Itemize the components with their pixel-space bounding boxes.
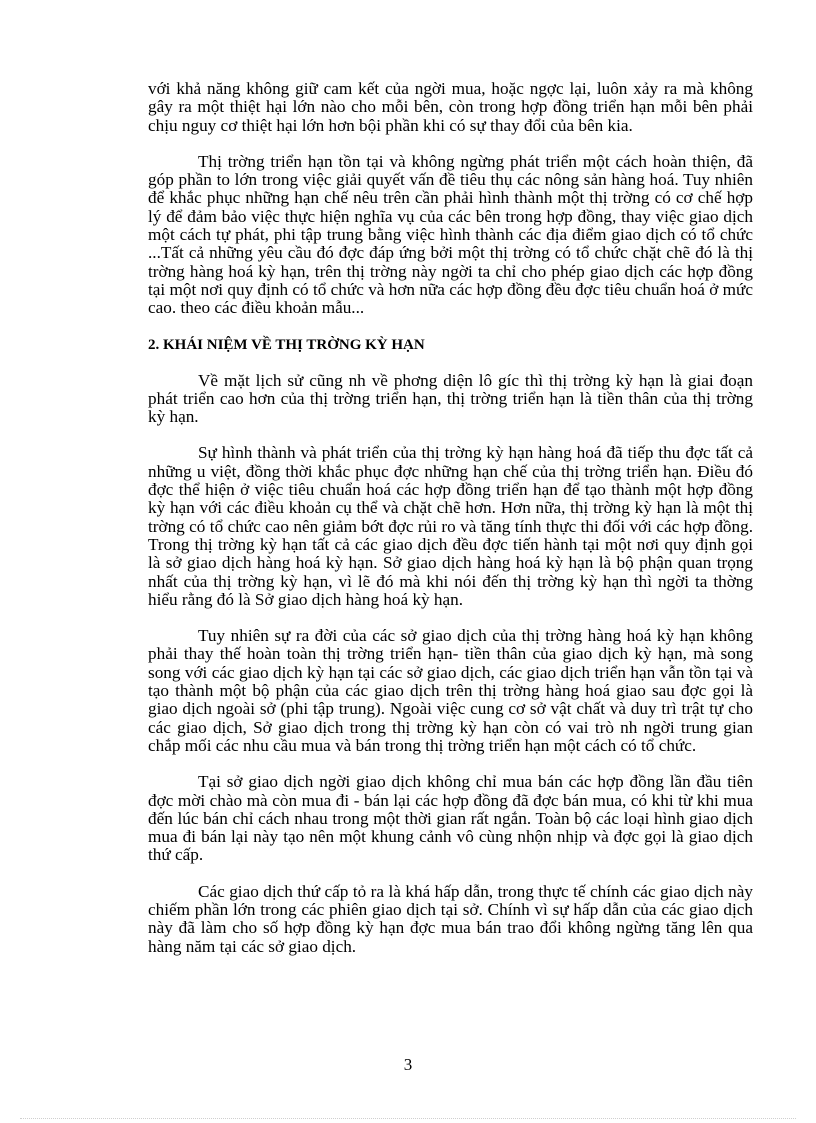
footer-divider (20, 1118, 796, 1119)
paragraph-3: Về mặt lịch sử cũng nh về phơng diện lô gíc thì thị trờng kỳ hạn là giai đoạn phát triển cao hơn của thị trờng triển hạn, thị trờng triển hạn là tiền thân của thị trờng kỳ hạn. (148, 370, 753, 427)
paragraph-1: với khả năng không giữ cam kết của ngời mua, hoặc ngợc lại, luôn xảy ra mà không gây ra một thiệt hại lớn nào cho mỗi bên, còn trong hợp đồng triển hạn mỗi bên phải chịu nguy cơ thiệt hại lớn hơn bội phần khi có sự thay đổi của bên kia. (148, 79, 753, 135)
section-heading: 2. KHÁI NIỆM VỀ THỊ TRỜNG KỲ HẠN (148, 336, 425, 353)
page-number: 3 (403, 1055, 413, 1074)
paragraph-5: Tuy nhiên sự ra đời của các sở giao dịch của thị trờng hàng hoá kỳ hạn không phải thay thế hoàn toàn thị trờng triển hạn- tiền thân của giao dịch kỳ hạn, mà song song với các giao dịch kỳ hạn tại các sở giao dịch, các giao dịch triển hạn vẫn tồn tại và tạo thành một bộ phận của các giao dịch trên thị trờng hàng hoá giao sau đợc gọi là giao dịch ngoài sở (phi tập trung). Ngoài việc cung cơ sở vật chất và duy trì trật tự cho các giao dịch, Sở giao dịch trong thị trờng kỳ hạn còn có vai trò nh ngời trung gian chắp mối các nhu cầu mua và bán trong thị trờng triển hạn một cách có tổ chức. (148, 626, 753, 755)
document-page (148, 80, 753, 956)
paragraph-2: Thị trờng triển hạn tồn tại và không ngừng phát triển một cách hoàn thiện, đã góp phần to lớn trong việc giải quyết vấn đề tiêu thụ các nông sản hàng hoá. Tuy nhiên để khắc phục những hạn chế nêu trên cần phải hình thành một thị trờng có cơ chế hợp lý để đảm bảo việc thực hiện nghĩa vụ của các bên trong hợp đồng, thay việc giao dịch một cách tự phát, phi tập trung bằng việc hình thành các địa điểm giao dịch có tổ chức ...Tất cả những yêu cầu đó đợc đáp ứng bởi một thị trờng có tổ chức chặt chẽ đó là thị trờng hàng hoá kỳ hạn, trên thị trờng này ngời ta chỉ cho phép giao dịch các hợp đồng tại một nơi quy định có tổ chức và hơn nữa các hợp đồng đều đợc tiêu chuẩn hoá ở mức cao. theo các điều khoản mẫu... (148, 151, 753, 318)
paragraph-6: Tại sở giao dịch ngời giao dịch không chỉ mua bán các hợp đồng lần đầu tiên đợc mời chào mà còn mua đi - bán lại các hợp đồng đã đợc bán mua, có khi từ khi mua đến lúc bán chỉ cách nhau trong một thời gian rất ngắn. Toàn bộ các loại hình giao dịch mua đi bán lại này tạo nên một khung cảnh vô cùng nhộn nhịp và đợc gọi là giao dịch thứ cấp. (148, 772, 753, 865)
paragraph-7: Các giao dịch thứ cấp tỏ ra là khá hấp dẫn, trong thực tế chính các giao dịch này chiếm phần lớn trong các phiên giao dịch tại sở. Chính vì sự hấp dẫn của các giao dịch này đã làm cho số hợp đồng kỳ hạn đợc mua bán trao đổi không ngừng tăng lên qua hàng năm tại các sở giao dịch. (148, 881, 753, 956)
paragraph-4: Sự hình thành và phát triển của thị trờng kỳ hạn hàng hoá đã tiếp thu đợc tất cả những u việt, đồng thời khắc phục đợc những hạn chế của thị trờng triển hạn. Điều đó đợc thể hiện ở việc tiêu chuẩn hoá các hợp đồng triển hạn để tạo thành một hợp đồng kỳ hạn với các điều khoản cụ thể và chặt chẽ hơn. Hơn nữa, thị trờng kỳ hạn là một thị trờng có tổ chức cao nên giảm bớt đợc rủi ro và tăng tính thực thi đối với các hợp đồng. Trong thị trờng kỳ hạn tất cả các giao dịch đều đợc tiến hành tại một nơi quy định gọi là sở giao dịch hàng hoá kỳ hạn. Sở giao dịch hàng hoá kỳ hạn là bộ phận quan trọng nhất của thị trờng kỳ hạn, vì lẽ đó mà khi nói đến thị trờng kỳ hạn thì ngời ta thờng hiểu rằng đó là Sở giao dịch hàng hoá kỳ hạn. (148, 443, 753, 609)
